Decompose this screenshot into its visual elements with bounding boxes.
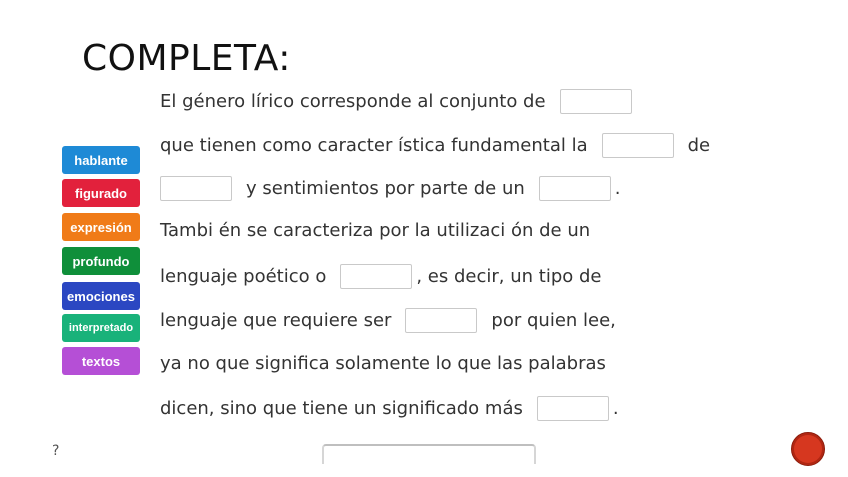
blank-1[interactable] xyxy=(560,89,632,114)
answer-box-partial[interactable] xyxy=(322,444,536,464)
text-segment: dicen, sino que tiene un significado más xyxy=(160,398,523,419)
sentence-line-1 xyxy=(160,89,636,114)
text-segment: y sentimientos por parte de un xyxy=(246,178,525,199)
blank-4[interactable] xyxy=(539,176,611,201)
chip-emociones[interactable]: emociones xyxy=(62,282,140,310)
chip-interpretado[interactable]: interpretado xyxy=(62,314,140,342)
sentence-line-3 xyxy=(160,176,621,201)
sentence-line-8 xyxy=(160,396,619,421)
blank-2[interactable] xyxy=(602,133,674,158)
text-segment: Tambi én se caracteriza por la utilizaci ón de un xyxy=(160,220,591,241)
chip-textos[interactable]: textos xyxy=(62,347,140,375)
blank-6[interactable] xyxy=(405,308,477,333)
text-segment: . xyxy=(612,398,619,419)
chip-figurado[interactable]: figurado xyxy=(62,179,140,207)
sentence-line-4 xyxy=(160,220,590,241)
text-segment: . xyxy=(614,178,621,199)
text-segment: , es decir, un tipo de xyxy=(416,266,602,287)
chip-hablante[interactable]: hablante xyxy=(62,146,140,174)
sentence-line-5 xyxy=(160,264,601,289)
text-segment: por quien lee, xyxy=(491,310,616,331)
record-button[interactable] xyxy=(791,432,825,466)
chip-profundo[interactable]: profundo xyxy=(62,247,140,275)
text-segment: El género lírico corresponde al conjunto de xyxy=(160,91,546,112)
partial-question-mark: ? xyxy=(52,443,60,459)
page-title: COMPLETA: xyxy=(82,38,291,79)
sentence-line-2 xyxy=(160,133,710,158)
chip-expresion[interactable]: expresión xyxy=(62,213,140,241)
text-segment: lenguaje poético o xyxy=(160,266,327,287)
sentence-line-7 xyxy=(160,353,606,374)
text-segment: lenguaje que requiere ser xyxy=(160,310,392,331)
text-segment: de xyxy=(687,135,711,156)
blank-5[interactable] xyxy=(340,264,412,289)
sentence-line-6 xyxy=(160,308,616,333)
blank-3[interactable] xyxy=(160,176,232,201)
text-segment: ya no que significa solamente lo que las palabras xyxy=(160,353,606,374)
blank-7[interactable] xyxy=(537,396,609,421)
text-segment: que tienen como caracter ística fundamental la xyxy=(160,135,588,156)
